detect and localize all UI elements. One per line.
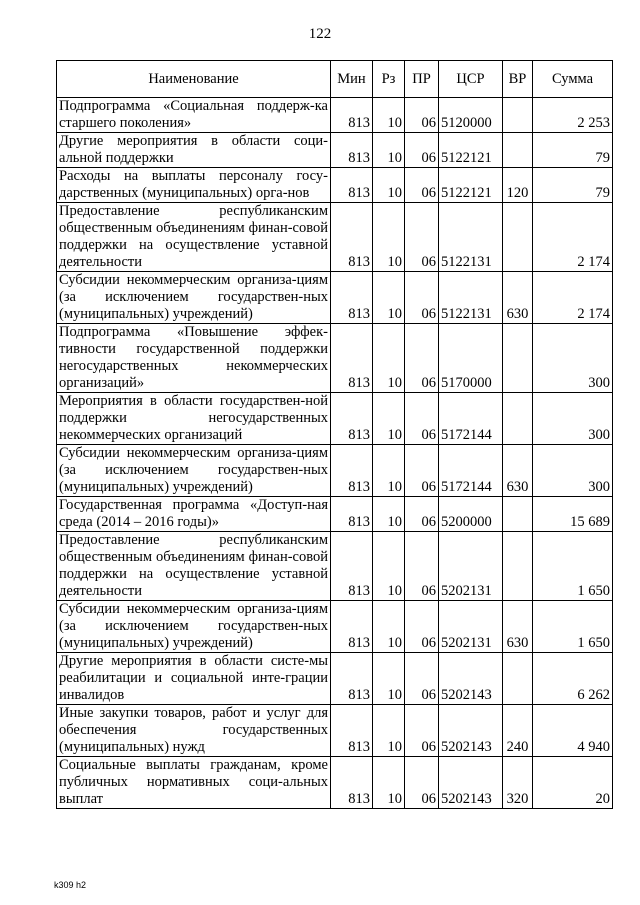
- cell-pr: 06: [405, 601, 439, 653]
- cell-pr: 06: [405, 757, 439, 809]
- cell-pr: 06: [405, 133, 439, 168]
- table-row: [57, 653, 613, 705]
- cell-csr: 5170000: [439, 324, 503, 393]
- cell-sum: 79: [533, 133, 613, 168]
- cell-csr: 5202131: [439, 532, 503, 601]
- table-row: [57, 532, 613, 601]
- cell-min: 813: [331, 98, 373, 133]
- cell-sum: 4 940: [533, 705, 613, 757]
- cell-rz: 10: [373, 272, 405, 324]
- table-row: [57, 497, 613, 532]
- cell-csr: 5172144: [439, 445, 503, 497]
- cell-pr: 06: [405, 497, 439, 532]
- cell-name: Другие мероприятия в области соци-альной поддержки: [57, 133, 331, 168]
- cell-vr: [503, 532, 533, 601]
- table-row: [57, 168, 613, 203]
- header-pr: ПР: [405, 61, 439, 98]
- cell-min: 813: [331, 601, 373, 653]
- cell-name: Расходы на выплаты персоналу госу-дарственных (муниципальных) орга-нов: [57, 168, 331, 203]
- cell-vr: [503, 133, 533, 168]
- page-number: 122: [308, 26, 332, 42]
- cell-rz: 10: [373, 532, 405, 601]
- footer-code: k309 h2: [54, 880, 87, 890]
- table-row: [57, 601, 613, 653]
- cell-name: Субсидии некоммерческим организа-циям (за исключением государствен-ных (муниципальных) учреждений): [57, 445, 331, 497]
- header-sum: Сумма: [533, 61, 613, 98]
- cell-csr: 5200000: [439, 497, 503, 532]
- cell-sum: 1 650: [533, 601, 613, 653]
- cell-name: Иные закупки товаров, работ и услуг для обеспечения государственных (муниципальных) нужд: [57, 705, 331, 757]
- cell-sum: 300: [533, 393, 613, 445]
- cell-name: Мероприятия в области государствен-ной поддержки негосударственных некоммерческих организаций: [57, 393, 331, 445]
- table-row: [57, 133, 613, 168]
- cell-rz: 10: [373, 324, 405, 393]
- cell-pr: 06: [405, 445, 439, 497]
- cell-rz: 10: [373, 203, 405, 272]
- header-rz: Рз: [373, 61, 405, 98]
- cell-vr: [503, 393, 533, 445]
- header-csr: ЦСР: [439, 61, 503, 98]
- cell-rz: 10: [373, 757, 405, 809]
- cell-vr: 320: [503, 757, 533, 809]
- cell-sum: 300: [533, 445, 613, 497]
- cell-vr: [503, 98, 533, 133]
- table-row: [57, 757, 613, 809]
- cell-sum: 79: [533, 168, 613, 203]
- cell-rz: 10: [373, 133, 405, 168]
- cell-min: 813: [331, 705, 373, 757]
- cell-name: Социальные выплаты гражданам, кроме публичных нормативных соци-альных выплат: [57, 757, 331, 809]
- cell-min: 813: [331, 203, 373, 272]
- header-vr: ВР: [503, 61, 533, 98]
- cell-min: 813: [331, 497, 373, 532]
- cell-pr: 06: [405, 98, 439, 133]
- cell-pr: 06: [405, 532, 439, 601]
- cell-min: 813: [331, 445, 373, 497]
- header-name: Наименование: [57, 61, 331, 98]
- cell-sum: 2 253: [533, 98, 613, 133]
- cell-csr: 5202143: [439, 757, 503, 809]
- table-row: [57, 98, 613, 133]
- cell-min: 813: [331, 653, 373, 705]
- cell-csr: 5120000: [439, 98, 503, 133]
- cell-rz: 10: [373, 497, 405, 532]
- cell-name: Субсидии некоммерческим организа-циям (за исключением государствен-ных (муниципальных) учреждений): [57, 272, 331, 324]
- cell-name: Государственная программа «Доступ-ная среда (2014 – 2016 годы)»: [57, 497, 331, 532]
- table-row: [57, 445, 613, 497]
- cell-rz: 10: [373, 168, 405, 203]
- cell-min: 813: [331, 757, 373, 809]
- cell-sum: 15 689: [533, 497, 613, 532]
- table-row: [57, 705, 613, 757]
- table-header-row: [57, 61, 613, 98]
- table-row: [57, 272, 613, 324]
- cell-pr: 06: [405, 324, 439, 393]
- cell-csr: 5202143: [439, 653, 503, 705]
- cell-csr: 5122121: [439, 168, 503, 203]
- table-row: [57, 203, 613, 272]
- cell-pr: 06: [405, 393, 439, 445]
- cell-rz: 10: [373, 98, 405, 133]
- header-min: Мин: [331, 61, 373, 98]
- cell-vr: 630: [503, 601, 533, 653]
- table-row: [57, 393, 613, 445]
- cell-csr: 5122121: [439, 133, 503, 168]
- cell-name: Субсидии некоммерческим организа-циям (за исключением государствен-ных (муниципальных) учреждений): [57, 601, 331, 653]
- cell-vr: 630: [503, 272, 533, 324]
- budget-table: [56, 60, 613, 809]
- cell-name: Предоставление республиканским общественным объединениям финан-совой поддержки на осуществление уставной деятельности: [57, 532, 331, 601]
- cell-vr: 240: [503, 705, 533, 757]
- cell-min: 813: [331, 324, 373, 393]
- cell-sum: 2 174: [533, 203, 613, 272]
- table-row: [57, 324, 613, 393]
- cell-vr: 120: [503, 168, 533, 203]
- cell-pr: 06: [405, 653, 439, 705]
- cell-vr: [503, 653, 533, 705]
- cell-min: 813: [331, 168, 373, 203]
- cell-rz: 10: [373, 601, 405, 653]
- cell-vr: [503, 203, 533, 272]
- cell-sum: 2 174: [533, 272, 613, 324]
- cell-rz: 10: [373, 393, 405, 445]
- cell-vr: 630: [503, 445, 533, 497]
- cell-sum: 6 262: [533, 653, 613, 705]
- cell-min: 813: [331, 133, 373, 168]
- cell-pr: 06: [405, 272, 439, 324]
- cell-pr: 06: [405, 168, 439, 203]
- cell-name: Другие мероприятия в области систе-мы реабилитации и социальной инте-грации инвалидов: [57, 653, 331, 705]
- cell-csr: 5122131: [439, 272, 503, 324]
- cell-pr: 06: [405, 705, 439, 757]
- cell-name: Предоставление республиканским общественным объединениям финан-совой поддержки на осуществление уставной деятельности: [57, 203, 331, 272]
- cell-rz: 10: [373, 445, 405, 497]
- cell-rz: 10: [373, 705, 405, 757]
- cell-csr: 5202143: [439, 705, 503, 757]
- cell-sum: 300: [533, 324, 613, 393]
- cell-csr: 5172144: [439, 393, 503, 445]
- cell-sum: 1 650: [533, 532, 613, 601]
- cell-min: 813: [331, 532, 373, 601]
- cell-vr: [503, 324, 533, 393]
- cell-min: 813: [331, 393, 373, 445]
- cell-min: 813: [331, 272, 373, 324]
- cell-csr: 5202131: [439, 601, 503, 653]
- cell-name: Подпрограмма «Социальная поддерж-ка старшего поколения»: [57, 98, 331, 133]
- cell-sum: 20: [533, 757, 613, 809]
- cell-pr: 06: [405, 203, 439, 272]
- cell-name: Подпрограмма «Повышение эффек-тивности государственной поддержки негосударственных некоммерческих организаций»: [57, 324, 331, 393]
- cell-vr: [503, 497, 533, 532]
- cell-csr: 5122131: [439, 203, 503, 272]
- cell-rz: 10: [373, 653, 405, 705]
